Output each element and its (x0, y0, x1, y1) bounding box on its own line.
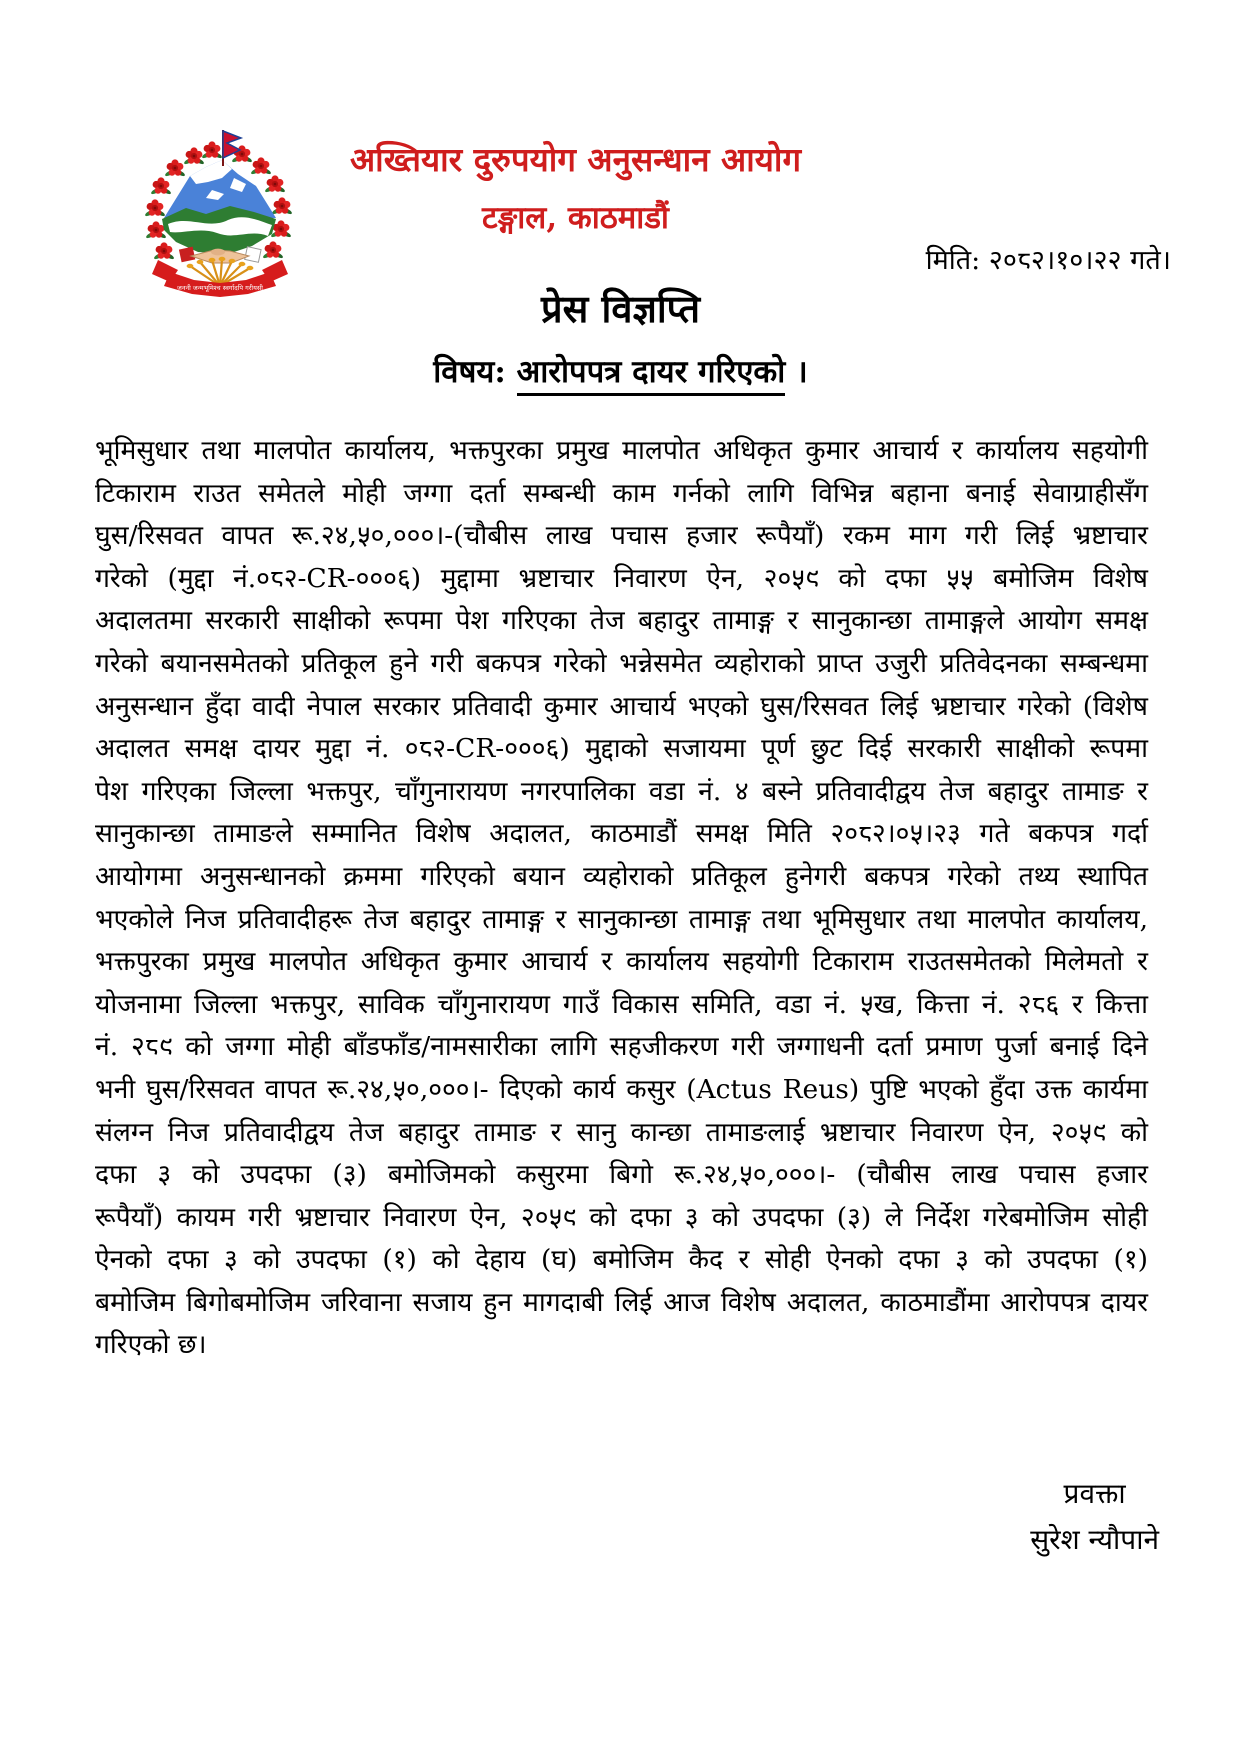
body-line: ऐनको दफा ३ को उपदफा (१) को देहाय (घ) बमोजिम कैद र सोही ऐनको दफा ३ को उपदफा (१) (95, 1244, 1148, 1276)
signatory-name: सुरेश न्यौपाने (1030, 1523, 1159, 1556)
body-line: संलग्न निज प्रतिवादीद्वय तेज बहादुर तामाङ र सानु कान्छा तामाङलाई भ्रष्टाचार निवारण ऐन, २०५९ को (95, 1116, 1148, 1148)
page-title: प्रेस विज्ञप्ति (540, 286, 701, 331)
body-line: टिकाराम राउत समेतले मोही जग्गा दर्ता सम्बन्धी काम गर्नको लागि विभिन्न बहाना बनाई सेवाग्राहीसँग (95, 477, 1148, 509)
body-line: रूपैयाँ) कायम गरी भ्रष्टाचार निवारण ऐन, २०५९ को दफा ३ को उपदफा (३) ले निर्देश गरेबमोजिम सोही (95, 1201, 1148, 1233)
body-line: अदालतमा सरकारी साक्षीको रूपमा पेश गरिएका तेज बहादुर तामाङ्ग र सानुकान्छा तामाङ्गले आयोग समक्ष (95, 605, 1148, 637)
subject-underlined-text: आरोपपत्र दायर गरिएको (517, 354, 786, 396)
body-line: भूमिसुधार तथा मालपोत कार्यालय, भक्तपुरका प्रमुख मालपोत अधिकृत कुमार आचार्य र कार्यालय सहयोगी (95, 435, 1148, 466)
body-line: घुस/रिसवत वापत रू.२४,५०,०००।-(चौबीस लाख पचास हजार रूपैयाँ) रकम माग गरी लिई भ्रष्टाचार (95, 520, 1148, 552)
body-line: अदालत समक्ष दायर मुद्दा नं. ०८२-CR-०००६) मुद्दाको सजायमा पूर्ण छुट दिई सरकारी साक्षीको रूपमा (95, 733, 1148, 765)
body-line: गरेको बयानसमेतको प्रतिकूल हुने गरी बकपत्र गरेको भन्नेसमेत व्यहोराको प्राप्त उजुरी प्रतिवेदनका सम्बन्धमा (95, 647, 1148, 679)
body-line: दफा ३ को उपदफा (३) बमोजिमको कसुरमा बिगो रू.२४,५०,०००।- (चौबीस लाख पचास हजार (95, 1159, 1148, 1191)
body-line: योजनामा जिल्ला भक्तपुर, साविक चाँगुनारायण गाउँ विकास समिति, वडा नं. ५ख, कित्ता नं. २८६ र कित्ता (95, 988, 1148, 1020)
organization-name: अख्तियार दुरुपयोग अनुसन्धान आयोग (349, 140, 802, 179)
body-line: बमोजिम बिगोबमोजिम जरिवाना सजाय हुन मागदाबी लिई आज विशेष अदालत, काठमाडौंमा आरोपपत्र दायर (95, 1286, 1148, 1318)
motto-text: जननी जन्मभूमिश्च स्वर्गादपि गरीयसी (177, 284, 263, 292)
subject-suffix: । (785, 354, 808, 390)
body-line: भक्तपुरका प्रमुख मालपोत अधिकृत कुमार आचार्य र कार्यालय सहयोगी टिकाराम राउतसमेतको मिलेमतो र (95, 946, 1148, 978)
signatory-role: प्रवक्ता (1063, 1477, 1126, 1510)
body-line: अनुसन्धान हुँदा वादी नेपाल सरकार प्रतिवादी कुमार आचार्य भएको घुस/रिसवत लिई भ्रष्टाचार गरेको (विशेष (95, 690, 1148, 722)
subject-line (0, 350, 1241, 392)
body-line: भएकोले निज प्रतिवादीहरू तेज बहादुर तामाङ्ग र सानुकान्छा तामाङ्ग तथा भूमिसुधार तथा मालपोत कार्यालय, (95, 903, 1148, 935)
organization-address: टङ्गाल, काठमाडौं (482, 200, 669, 236)
press-release-body (95, 430, 1148, 1367)
body-line: गरेको (मुद्दा नं.०८२-CR-०००६) मुद्दामा भ्रष्टाचार निवारण ऐन, २०५९ को दफा ५५ बमोजिम विशेष (95, 562, 1148, 594)
signature-block (1030, 1474, 1159, 1558)
body-line: सानुकान्छा तामाङले सम्मानित विशेष अदालत, काठमाडौं समक्ष मिति २०८२।०५।२३ गते बकपत्र गर्दा (95, 818, 1148, 850)
date-line: मिति: २०८२।१०।२२ गते। (925, 245, 1171, 276)
subject-prefix: विषय: (433, 354, 517, 390)
body-line: नं. २८९ को जग्गा मोही बाँडफाँड/नामसारीका लागि सहजीकरण गरी जग्गाधनी दर्ता प्रमाण पुर्जा बनाई दिने (95, 1031, 1148, 1063)
body-line: पेश गरिएका जिल्ला भक्तपुर, चाँगुनारायण नगरपालिका वडा नं. ४ बस्ने प्रतिवादीद्वय तेज बहादुर तामाङ र (95, 775, 1148, 807)
body-line: भनी घुस/रिसवत वापत रू.२४,५०,०००।- दिएको कार्य कसुर (Actus Reus) पुष्टि भएको हुँदा उक्त कार्यमा (95, 1073, 1148, 1105)
body-line: आयोगमा अनुसन्धानको क्रममा गरिएको बयान व्यहोराको प्रतिकूल हुनेगरी बकपत्र गरेको तथ्य स्थापित (95, 860, 1148, 892)
body-line: गरिएको छ। (95, 1329, 207, 1361)
